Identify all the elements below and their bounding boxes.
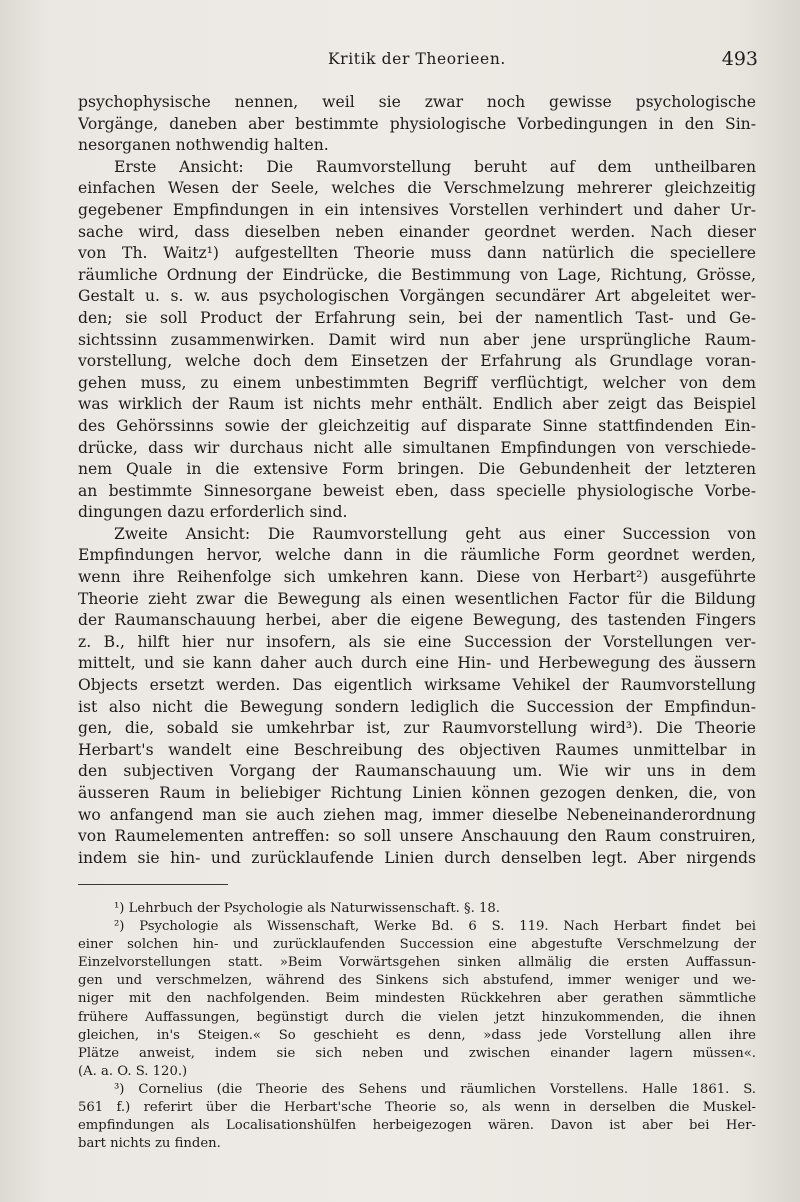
- footnote-line: empfindungen als Localisationshülfen herbeigezogen wären. Davon ist aber bei Her-: [78, 1118, 756, 1134]
- body-line: Vorgänge, daneben aber bestimmte physiologische Vorbedingungen in den Sin-: [78, 114, 756, 133]
- footnote-line: niger mit den nachfolgenden. Beim mindesten Rückkehren aber gerathen sämmtliche: [78, 991, 756, 1007]
- footnote-line: frühere Auffassungen, begünstigt durch die vielen jetzt hinzukommenden, die ihnen: [78, 1009, 756, 1025]
- body-line: mittelt, und sie kann daher auch durch eine Hin- und Herbewegung des äussern: [78, 654, 756, 673]
- footnote-line: ¹) Lehrbuch der Psychologie als Naturwissenschaft. §. 18.: [114, 901, 500, 916]
- footnote-line: gen und verschmelzen, während des Sinkens sich abstufend, immer weniger und we-: [78, 973, 756, 989]
- body-line: gegebener Empfindungen in ein intensives Vorstellen verhindert und daher Ur-: [78, 200, 756, 219]
- body-line: an bestimmte Sinnesorgane beweist eben, dass specielle physiologische Vorbe-: [78, 481, 756, 500]
- footnote-line: Einzelvorstellungen statt. »Beim Vorwärtsgehen sinken allmälig die ersten Auffassun-: [78, 955, 756, 971]
- body-line: der Raumanschauung herbei, aber die eigene Bewegung, des tastenden Fingers: [78, 611, 756, 630]
- body-line: nem Quale in die extensive Form bringen. Die Gebundenheit der letzteren: [78, 460, 756, 479]
- footnote-line: gleichen, in's Steigen.« So geschieht es denn, »dass jede Vorstellung allen ihre: [78, 1027, 756, 1043]
- body-text: [78, 92, 756, 869]
- body-line: von Raumelementen antreffen: so soll unsere Anschauung den Raum construiren,: [78, 827, 756, 846]
- body-line: Gestalt u. s. w. aus psychologischen Vorgängen secundärer Art abgeleitet wer-: [78, 287, 756, 306]
- body-line: Herbart's wandelt eine Beschreibung des objectiven Raumes unmittelbar in: [78, 740, 756, 759]
- body-line: den; sie soll Product der Erfahrung sein, bei der namentlich Tast- und Ge-: [78, 308, 756, 327]
- body-line: des Gehörssinns sowie der gleichzeitig auf disparate Sinne stattfindenden Ein-: [78, 416, 756, 435]
- body-line: von Th. Waitz¹) aufgestellten Theorie muss dann natürlich die speciellere: [78, 244, 756, 263]
- footnote-rule: [78, 884, 228, 885]
- footnote-line: einer solchen hin- und zurücklaufenden Succession eine abgestufte Verschmelzung der: [78, 937, 756, 953]
- body-line: sichtssinn zusammenwirken. Damit wird nun aber jene ursprüngliche Raum-: [78, 330, 756, 349]
- body-line: psychophysische nennen, weil sie zwar noch gewisse psychologische: [78, 93, 756, 111]
- body-line: sache wird, dass dieselben neben einander geordnet werden. Nach dieser: [78, 222, 756, 241]
- body-line: gehen muss, zu einem unbestimmten Begriff verflüchtigt, welcher von dem: [78, 373, 756, 392]
- body-line: Objects ersetzt werden. Das eigentlich wirksame Vehikel der Raumvorstellung: [78, 676, 756, 695]
- body-line: räumliche Ordnung der Eindrücke, die Bestimmung von Lage, Richtung, Grösse,: [78, 265, 756, 284]
- body-line: wo anfangend man sie auch ziehen mag, immer dieselbe Nebeneinanderordnung: [78, 805, 756, 824]
- body-line: Erste Ansicht: Die Raumvorstellung beruht auf dem untheilbaren: [114, 157, 756, 176]
- body-line: den subjectiven Vorgang der Raumanschauung um. Wie wir uns in dem: [78, 762, 756, 781]
- body-line: nesorganen nothwendig halten.: [78, 136, 329, 155]
- footnote-line: (A. a. O. S. 120.): [78, 1063, 188, 1079]
- body-line: äusseren Raum in beliebiger Richtung Linien können gezogen denken, die, von: [78, 784, 756, 802]
- footnote-line: ³) Cornelius (die Theorie des Sehens und räumlichen Vorstellens. Halle 1861. S.: [114, 1081, 756, 1097]
- body-line: Theorie zieht zwar die Bewegung als einen wesentlichen Factor für die Bildung: [78, 589, 756, 608]
- page-number: 493: [721, 48, 758, 70]
- body-line: ist also nicht die Bewegung sondern lediglich die Succession der Empfindun-: [78, 697, 756, 716]
- body-line: gen, die, sobald sie umkehrbar ist, zur Raumvorstellung wird³). Die Theorie: [78, 719, 756, 738]
- footnotes: [78, 900, 756, 1153]
- body-line: indem sie hin- und zurücklaufende Linien durch denselben legt. Aber nirgends: [78, 848, 756, 867]
- footnote-line: ²) Psychologie als Wissenschaft, Werke Bd. 6 S. 119. Nach Herbart findet bei: [114, 919, 756, 935]
- running-head: Kritik der Theorieen.: [328, 50, 506, 68]
- body-line: was wirklich der Raum ist nichts mehr enthält. Endlich aber zeigt das Beispiel: [78, 395, 756, 414]
- footnote-line: bart nichts zu finden.: [78, 1136, 221, 1152]
- body-line: vorstellung, welche doch dem Einsetzen der Erfahrung als Grundlage voran-: [78, 352, 756, 371]
- body-line: drücke, dass wir durchaus nicht alle simultanen Empfindungen von verschiede-: [78, 438, 756, 457]
- body-line: einfachen Wesen der Seele, welches die Verschmelzung mehrerer gleichzeitig: [78, 179, 756, 198]
- footnote-line: Plätze anweist, indem sie sich neben und zwischen einander lagern müssen«.: [78, 1045, 756, 1061]
- body-line: Empfindungen hervor, welche dann in die räumliche Form geordnet werden,: [78, 546, 756, 565]
- body-line: wenn ihre Reihenfolge sich umkehren kann. Diese von Herbart²) ausgeführte: [78, 568, 756, 587]
- body-line: dingungen dazu erforderlich sind.: [78, 503, 348, 522]
- body-line: z. B., hilft hier nur insofern, als sie eine Succession der Vorstellungen ver-: [78, 632, 756, 651]
- footnote-line: 561 f.) referirt über die Herbart'sche Theorie so, als wenn in derselben die Muskel-: [78, 1100, 756, 1116]
- page-header: [78, 48, 758, 74]
- body-line: Zweite Ansicht: Die Raumvorstellung geht aus einer Succession von: [114, 524, 756, 543]
